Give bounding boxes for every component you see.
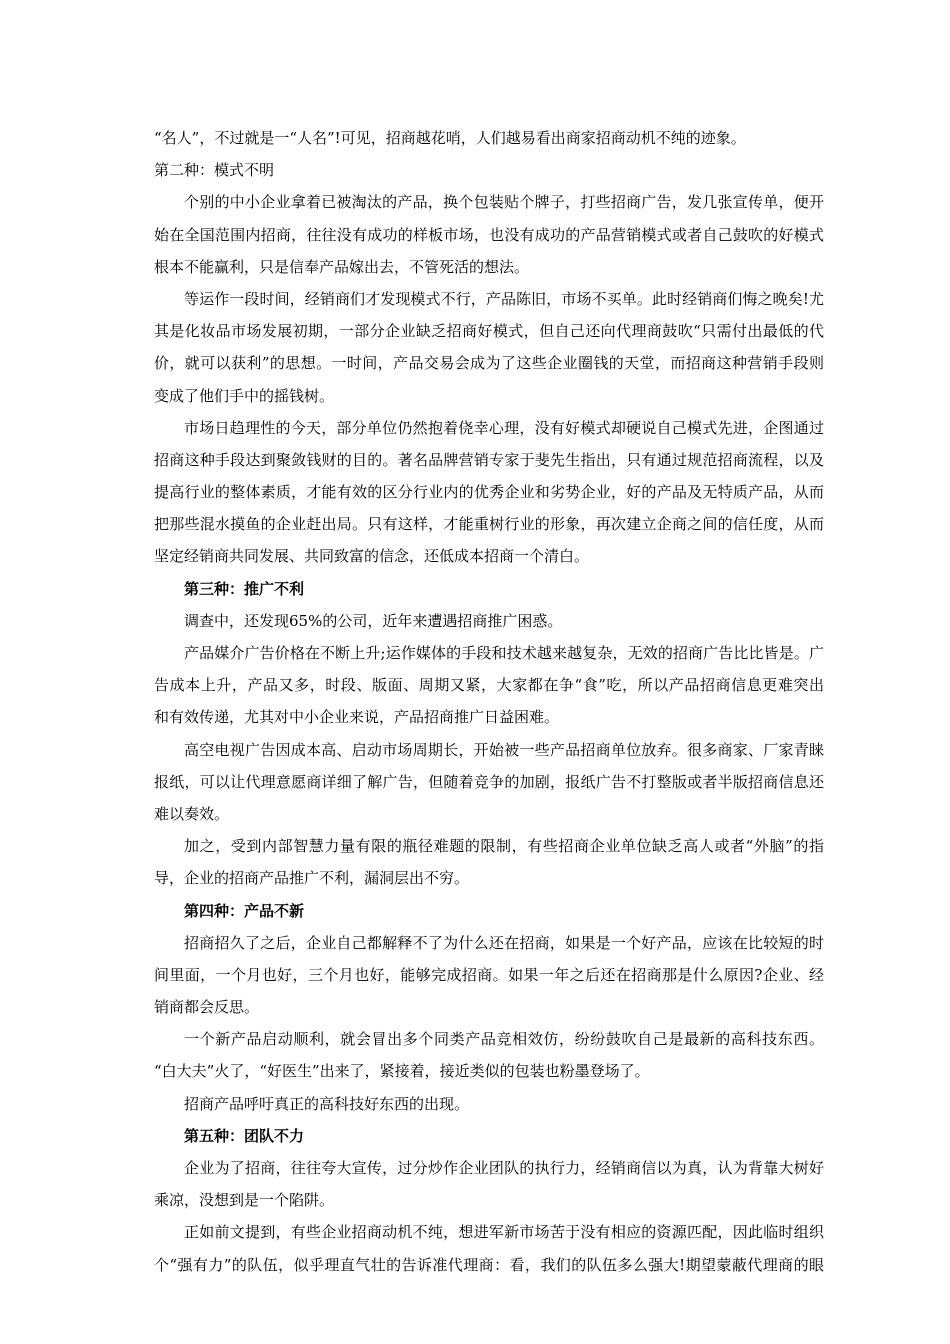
paragraph-line: 等运作一段时间，经销商们才发现模式不行，产品陈旧，市场不买单。此时经销商们悔之晚矣!尤 bbox=[184, 289, 824, 308]
paragraph-line: 根本不能赢利，只是信奉产品嫁出去，不管死活的想法。 bbox=[154, 257, 530, 276]
paragraph-line: 间里面，一个月也好，三个月也好，能够完成招商。如果一年之后还在招商那是什么原因?企业、经 bbox=[154, 965, 824, 984]
paragraph-line: 始在全国范围内招商，往往没有成功的样板市场，也没有成功的产品营销模式或者自己鼓吹的好模式 bbox=[154, 225, 824, 244]
paragraph-line: 销商都会反思。 bbox=[154, 998, 260, 1017]
paragraph-line: 招商招久了之后，企业自己都解释不了为什么还在招商，如果是一个好产品，应该在比较短的时 bbox=[184, 933, 824, 952]
paragraph-line: 其是化妆品市场发展初期，一部分企业缺乏招商好模式，但自己还向代理商鼓吹“只需付出最低的代 bbox=[154, 322, 824, 341]
paragraph-line: 把那些混水摸鱼的企业赶出局。只有这样，才能重树行业的形象，再次建立企商之间的信任度，从而 bbox=[154, 515, 824, 534]
paragraph-line: 个别的中小企业拿着已被淘汰的产品，换个包装贴个牌子，打些招商广告，发几张宣传单，便开 bbox=[184, 193, 824, 212]
paragraph-line: 告成本上升，产品又多，时段、版面、周期又紧，大家都在争“食”吃，所以产品招商信息更难突出 bbox=[154, 676, 824, 695]
paragraph-line: 一个新产品启动顺利，就会冒出多个同类产品竞相效仿，纷纷鼓吹自己是最新的高科技东西。 bbox=[184, 1030, 824, 1049]
paragraph-line: 变成了他们手中的摇钱树。 bbox=[154, 386, 335, 405]
section-heading: 第五种：团队不力 bbox=[184, 1126, 305, 1145]
paragraph-line: 个“强有力”的队伍，似乎理直气壮的告诉准代理商：看，我们的队伍多么强大!期望蒙蔽代理商的眼 bbox=[154, 1255, 824, 1274]
paragraph-line: 产品媒介广告价格在不断上升;运作媒体的手段和技术越来越复杂，无效的招商广告比比皆是。广 bbox=[184, 644, 824, 662]
paragraph-line: 乘凉，没想到是一个陷阱。 bbox=[154, 1191, 335, 1210]
paragraph-line: 加之，受到内部智慧力量有限的瓶径难题的限制，有些招商企业单位缺乏高人或者“外脑”的指 bbox=[184, 837, 824, 856]
paragraph-line: “名人”，不过就是一“人名”!可见，招商越花哨，人们越易看出商家招商动机不纯的迹象。 bbox=[154, 129, 746, 147]
paragraph-line: 企业为了招商，往往夸大宣传，过分炒作企业团队的执行力，经销商信以为真，认为背靠大树好 bbox=[184, 1159, 824, 1177]
paragraph-line: “白大夫”火了，“好医生”出来了，紧接着，接近类似的包装也粉墨登场了。 bbox=[154, 1062, 650, 1081]
paragraph-line: 导，企业的招商产品推广不利，漏洞层出不穷。 bbox=[154, 869, 470, 888]
paragraph-line: 市场日趋理性的今天，部分单位仍然抱着侥幸心理，没有好模式却硬说自己模式先进，企图通过 bbox=[184, 418, 824, 437]
section-heading: 第三种：推广不利 bbox=[184, 579, 305, 598]
paragraph-line: 调查中，还发现65%的公司，近年来遭遇招商推广困惑。 bbox=[184, 611, 563, 630]
section-heading: 第四种：产品不新 bbox=[184, 901, 305, 920]
section-heading: 第二种：模式不明 bbox=[154, 161, 275, 180]
paragraph-line: 提高行业的整体素质，才能有效的区分行业内的优秀企业和劣势企业，好的产品及无特质产品，从而 bbox=[154, 483, 824, 502]
paragraph-line: 正如前文提到，有些企业招商动机不纯，想进军新市场苦于没有相应的资源匹配，因此临时组织 bbox=[184, 1223, 824, 1242]
document-body bbox=[154, 122, 824, 1281]
paragraph-line: 难以奏效。 bbox=[154, 804, 230, 823]
paragraph-line: 报纸，可以让代理意愿商详细了解广告，但随着竞争的加剧，报纸广告不打整版或者半版招商信息还 bbox=[154, 772, 824, 791]
paragraph-line: 价，就可以获利”的思想。一时间，产品交易会成为了这些企业圈钱的天堂，而招商这种营销手段则 bbox=[154, 354, 824, 373]
paragraph-line: 招商这种手段达到聚敛钱财的目的。著名品牌营销专家于斐先生指出，只有通过规范招商流程，以及 bbox=[154, 450, 824, 469]
paragraph-line: 坚定经销商共同发展、共同致富的信念，还低成本招商一个清白。 bbox=[154, 547, 590, 566]
paragraph-line: 招商产品呼吁真正的高科技好东西的出现。 bbox=[184, 1094, 470, 1113]
paragraph-line: 和有效传递，尤其对中小企业来说，产品招商推广日益困难。 bbox=[154, 708, 560, 727]
paragraph-line: 高空电视广告因成本高、启动市场周期长，开始被一些产品招商单位放弃。很多商家、厂家青睐 bbox=[184, 740, 824, 759]
